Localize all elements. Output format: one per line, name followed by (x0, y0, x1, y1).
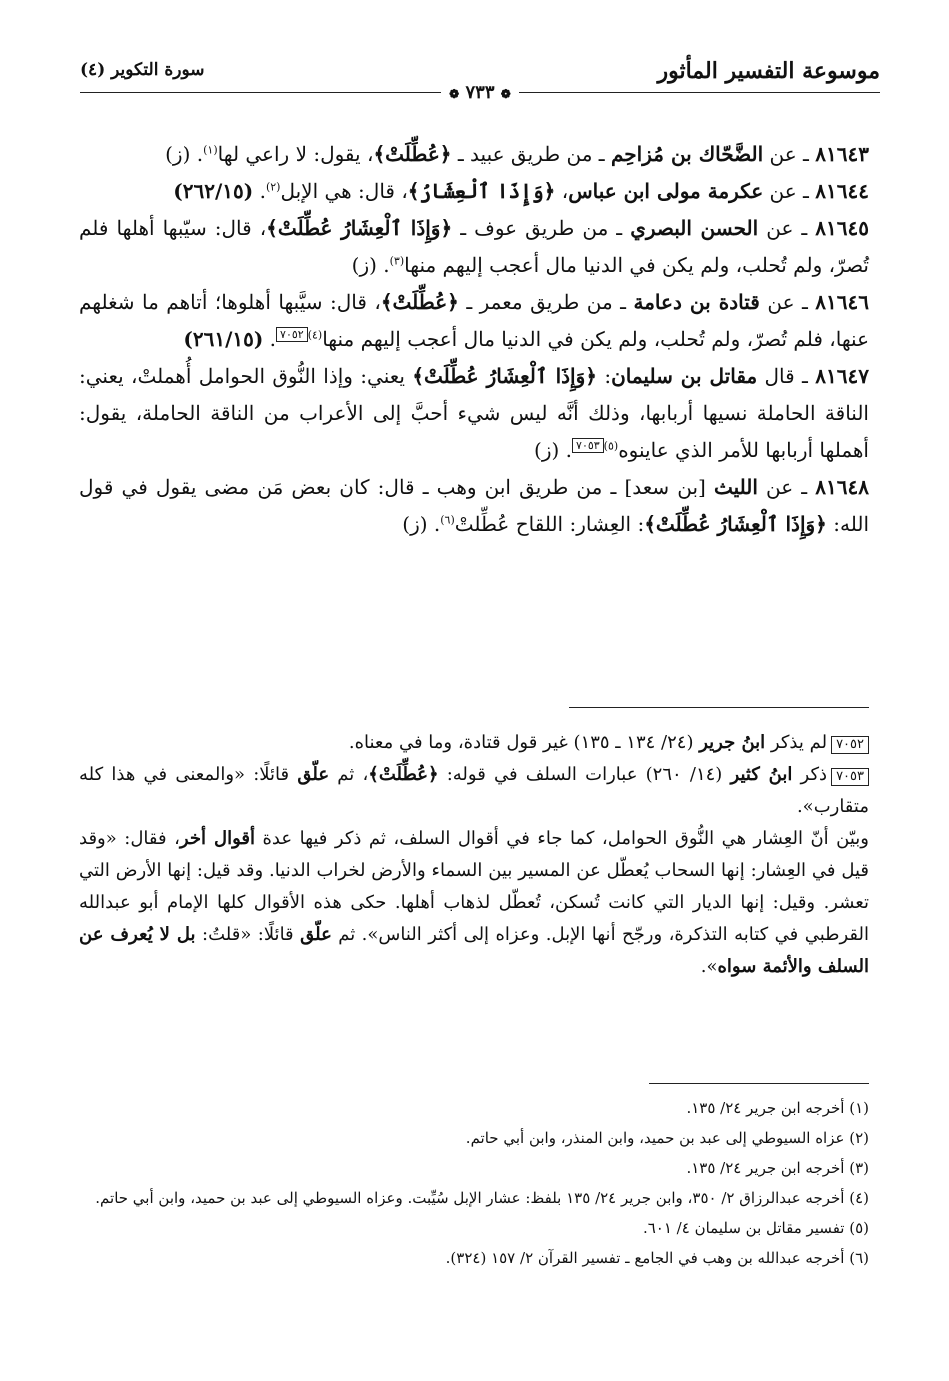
quran-verse: ﴿عُطِّلَتْ﴾ (368, 764, 439, 785)
text-run: . (ز) (351, 253, 390, 277)
bold-text: أقوال أخر (179, 828, 255, 849)
book-title: موسوعة التفسير المأثور (657, 58, 880, 84)
footnotes-separator (649, 1083, 869, 1084)
text-run: . (ز) (534, 438, 573, 462)
text-run: ، يقول: لا راعي لها (217, 142, 374, 166)
bold-text: قتادة بن دعامة (633, 290, 760, 314)
text-run: ، ثم (329, 764, 369, 785)
footnote: (٤) أخرجه عبدالرزاق ٢/ ٣٥٠، وابن جرير ٢٤/ ١٣٥ بلفظ: عشار الإبل سُيِّبت. وعزاه السيوطي إلى عبد بن حميد، وابن أبي حاتم. (95, 1189, 869, 1207)
note-reference-box: ٧٠٥٢ (831, 736, 869, 754)
footnote-marker: (٥) (603, 439, 619, 453)
quran-verse: ﴿وَإِذَا ٱلْعِشَارُ﴾ (407, 179, 556, 203)
bold-text: علّق (297, 764, 330, 785)
text-run: . (ز) (165, 142, 204, 166)
text-run: ». (700, 956, 718, 977)
entry-text (79, 364, 869, 462)
commentary-notes (79, 727, 869, 983)
text-run: ـ من طريق عبيد ـ (451, 142, 611, 166)
hadith-entry (79, 358, 869, 469)
quran-verse: ﴿عُطِّلَتْ﴾ (373, 142, 452, 166)
commentary-note (79, 727, 869, 759)
page-number-wrap (80, 82, 880, 103)
ornament-icon: ❁ (500, 87, 511, 101)
bold-text: عكرمة مولى ابن عباس (568, 179, 764, 203)
footnote-marker: (١) (203, 143, 218, 157)
bold-text: الضَّحّاك بن مُزاحِم (611, 142, 764, 166)
text-run: ذكر (792, 764, 828, 785)
text-run: قائلًا: «قلتُ: (195, 924, 301, 945)
entry-text (165, 142, 809, 166)
note-text (79, 764, 869, 817)
bold-text: (٢٦١/١٥) (183, 327, 264, 351)
entry-number: ٨١٦٤٨ (815, 475, 870, 499)
text-run: . (253, 179, 266, 203)
bold-text: الحسن البصري (630, 216, 759, 240)
text-run: ـ من طريق معمر ـ (458, 290, 634, 314)
text-run: ، فقال: «وقد قيل في العِشار: إنها السحاب يُعطّل عن المسير بين السماء والأرض لخراب الدنيا. وقد قيل: إنها الأرض التي تعشر. وقيل: إنها الديار التي كانت تُسكن، تُعطّل لذهاب أهلها. حكى هذه الأقوال كلها الإمام أبو عبدالله القرطبي في كتابه التذكرة، ورجّح أنها الإبل. وعزاه إلى أكثر الناس». ثم (79, 828, 870, 945)
bold-text: بل لا يُعرف عن السلف والأئمة سواه (79, 924, 869, 977)
note-text (79, 828, 869, 977)
footnote: (٢) عزاه السيوطي إلى عبد بن حميد، وابن المنذر، وابن أبي حاتم. (465, 1129, 869, 1147)
bold-text: ابنُ كثير (730, 764, 793, 785)
commentary-note (79, 759, 869, 823)
cross-reference-box: ٧٠٥٣ (572, 438, 604, 453)
footnote-marker: (٢) (265, 180, 281, 194)
entry-text (173, 179, 809, 203)
footnote-marker: (٣) (389, 254, 405, 268)
text-run: قائلًا: «والمعنى في هذا كله متقارب». (79, 764, 869, 817)
notes-separator (569, 707, 869, 708)
text-run: (٢٤/ ١٣٤ ـ ١٣٥) غير قول قتادة، وما في معناه. (348, 732, 700, 753)
text-run: ـ عن (759, 290, 808, 314)
entry-number: ٨١٦٤٦ (815, 290, 870, 314)
hadith-entry (79, 469, 869, 543)
note-text (349, 732, 827, 753)
entry-text (79, 290, 869, 351)
quran-verse: ﴿وَإِذَا ٱلْعِشَارُ عُطِّلَتْ﴾ (266, 216, 453, 240)
footnote: (١) أخرجه ابن جرير ٢٤/ ١٣٥. (686, 1099, 869, 1117)
text-run: ـ عن (758, 216, 808, 240)
page-header (80, 52, 880, 110)
text-run: (١٤/ ٢٦٠) عبارات السلف في قوله: (438, 764, 731, 785)
text-run: ، قال: سيّبها أهلها فلم تُصرّ، ولم تُحلب، ولم يكن في الدنيا مال أعجب إليهم منها (79, 216, 869, 277)
entry-number: ٨١٦٤٥ (815, 216, 870, 240)
text-run: ، قال: هي الإبل (280, 179, 408, 203)
text-run: لم يذكر (765, 732, 828, 753)
footnote: (٣) أخرجه ابن جرير ٢٤/ ١٣٥. (686, 1159, 869, 1177)
text-run: ـ من طريق عوف ـ (452, 216, 631, 240)
entry-number: ٨١٦٤٧ (815, 364, 869, 388)
hadith-entry (79, 284, 869, 358)
entry-number: ٨١٦٤٤ (815, 179, 869, 203)
footnote: (٥) تفسير مقاتل بن سليمان ٤/ ٦٠١. (642, 1219, 869, 1237)
text-run: : العِشار: اللقاح عُطِّلتْ (454, 512, 645, 536)
quran-verse: ﴿وَإِذَا ٱلْعِشَارُ عُطِّلَتْ﴾ (644, 512, 827, 536)
quran-verse: ﴿وَإِذَا ٱلْعِشَارُ عُطِّلَتْ﴾ (412, 364, 597, 388)
text-run: ، (555, 179, 569, 203)
text-run: . (263, 327, 277, 351)
ornament-icon: ❁ (449, 87, 460, 101)
footnote: (٦) أخرجه عبدالله بن وهب في الجامع ـ تفسير القرآن ٢/ ١٥٧ (٣٢٤). (445, 1249, 869, 1267)
footnotes (79, 1093, 869, 1273)
bold-text: الليث (713, 475, 758, 499)
quran-verse: ﴿عُطِّلَتْ﴾ (380, 290, 459, 314)
hadith-entry (79, 173, 869, 210)
bold-text: مقاتل بن سليمان (611, 364, 758, 388)
page-number (441, 82, 519, 103)
text-run: [بن سعد] ـ من طريق ابن وهب ـ قال: كان بعض مَن مضى يقول في قول الله: (79, 475, 869, 536)
entry-text (79, 216, 869, 277)
text-run: ـ قال (757, 364, 808, 388)
text-run: ، قال: سيَّبها أهلوها؛ أتاهم ما شغلهم عنها، فلم تُصرّ، ولم تُحلب، ولم يكن في الدنيا مال أعجب إليهم منها (79, 290, 869, 351)
surah-label: سورة التكوير (٤) (80, 60, 205, 80)
note-reference-box: ٧٠٥٣ (831, 768, 869, 786)
hadith-entry (79, 136, 869, 173)
cross-reference-box: ٧٠٥٢ (276, 327, 308, 342)
text-run: ـ عن (763, 142, 809, 166)
bold-text: ابنُ جرير (699, 732, 766, 753)
bold-text: (٢٦٢/١٥) (173, 179, 254, 203)
commentary-note (79, 823, 869, 983)
bold-text: علّق (300, 924, 332, 945)
footnote-marker: (٤) (307, 328, 323, 342)
text-run: ـ عن (763, 179, 809, 203)
text-run: ـ عن (757, 475, 808, 499)
text-run: وبيّن أنّ العِشار هي النُّوق الحوامل، كما جاء في أقوال السلف، ثم ذكر فيها عدة (254, 828, 869, 849)
main-text (79, 136, 869, 543)
entry-number: ٨١٦٤٣ (815, 142, 869, 166)
footnote-marker: (٦) (440, 513, 455, 527)
text-run: يعني: وإذا النُّوق الحوامل أُهملتْ، يعني: الناقة الحاملة نسيها أربابها، وذلك أنَّه ليس شيء أحبَّ إلى الأعراب من الناقة الحاملة، يقول: أهملها أربابها للأمر الذي عاينوه (79, 364, 869, 462)
hadith-entry (79, 210, 869, 284)
text-run: : (596, 364, 612, 388)
entry-text (79, 475, 869, 536)
page-number-text: ٧٣٣ (465, 82, 495, 103)
text-run: . (ز) (402, 512, 441, 536)
